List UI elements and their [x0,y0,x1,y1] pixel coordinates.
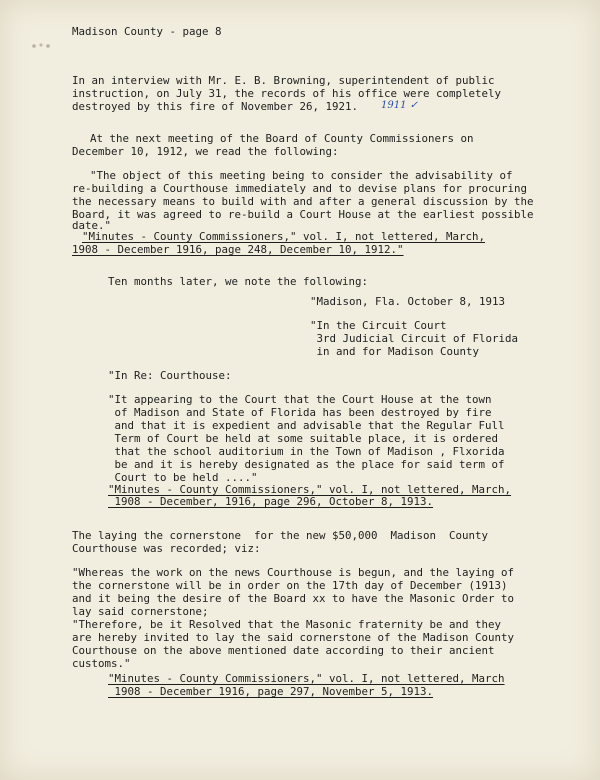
quote-line: Court to be held ...." [108,471,258,484]
quote-line: "Therefore, be it Resolved that the Masonic fraternity be and they [72,618,502,631]
paragraph-line: destroyed by this fire of November 26, 1921. [72,100,359,113]
address-line: "Madison, Fla. October 8, 1913 [310,295,506,308]
quote-line: and it being the desire of the Board xx to have the Masonic Order to [72,592,515,605]
staple-mark [28,40,58,52]
paragraph-line: At the next meeting of the Board of County Commissioners on [90,132,474,145]
quote-line: the necessary means to build with and after a general discussion by the [72,195,534,208]
page-header: Madison County - page 8 [72,25,222,38]
paragraph-line: Courthouse was recorded; viz: [72,542,261,555]
paragraph-line: Ten months later, we note the following: [108,275,369,288]
handwritten-note: 1911 ✓ [381,100,419,111]
quote-line: Term of Court be held at some suitable place, it is ordered [108,432,499,445]
re-line: "In Re: Courthouse: [108,369,232,382]
address-line: 3rd Judicial Circuit of Florida [310,332,519,345]
address-line: "In the Circuit Court [310,319,447,332]
citation-line: 1908 - December, 1916, page 296, October 8, 1913. [108,495,434,508]
quote-line: "Whereas the work on the news Courthouse is begun, and the laying of [72,566,515,579]
address-line: in and for Madison County [310,345,480,358]
quote-line: Courthouse on the above mentioned date according to their ancient [72,644,495,657]
quote-line: "The object of this meeting being to consider the advisability of [90,169,513,182]
quote-line: customs." [72,657,131,670]
citation-line: "Minutes - County Commissioners," vol. I, not lettered, March, [108,483,512,496]
citation-line: 1908 - December 1916, page 248, December 10, 1912." [72,243,404,256]
paragraph-line: In an interview with Mr. E. B. Browning, superintendent of public [72,74,495,87]
paragraph-line: The laying the cornerstone for the new $50,000 Madison County [72,529,489,542]
quote-line: Board, it was agreed to re-build a Court House at the earliest possible [72,208,534,221]
citation-line: 1908 - December 1916, page 297, November 5, 1913. [108,685,434,698]
quote-line: of Madison and State of Florida has been destroyed by fire [108,406,492,419]
citation-line: "Minutes - County Commissioners," vol. I, not lettered, March [108,672,505,685]
citation-line: "Minutes - County Commissioners," vol. I, not lettered, March, [82,230,486,243]
quote-line: "It appearing to the Court that the Court House at the town [108,393,492,406]
quote-line: are hereby invited to lay the said cornerstone of the Madison County [72,631,515,644]
paragraph-line: instruction, on July 31, the records of his office were completely [72,87,502,100]
paragraph-line: December 10, 1912, we read the following: [72,145,339,158]
quote-line: that the school auditorium in the Town of Madison , Flxorida [108,445,505,458]
quote-line: lay said cornerstone; [72,605,209,618]
quote-line: the cornerstone will be in order on the 17th day of December (1913) [72,579,508,592]
quote-line: be and it is hereby designated as the place for said term of [108,458,505,471]
quote-line: and that it is expedient and advisable that the Regular Full [108,419,505,432]
quote-line: date." [72,219,112,232]
quote-line: re-building a Courthouse immediately and to devise plans for procuring [72,182,528,195]
